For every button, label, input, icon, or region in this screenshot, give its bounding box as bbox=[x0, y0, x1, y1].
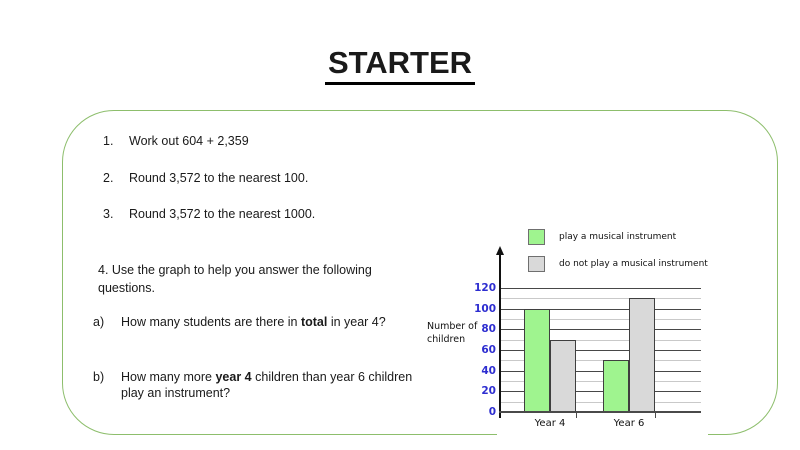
question-4b-text bbox=[121, 369, 416, 401]
question-1 bbox=[103, 134, 249, 148]
question-4b-post: children than year 6 children play an instrument? bbox=[121, 370, 413, 400]
y-tick-label-80: 80 bbox=[481, 323, 496, 336]
question-3-number: 3. bbox=[103, 207, 114, 221]
legend-label-play: play a musical instrument bbox=[559, 232, 677, 242]
question-2 bbox=[103, 171, 308, 185]
bar-year-4-play bbox=[524, 309, 550, 412]
question-4b bbox=[93, 369, 416, 401]
y-axis-arrow bbox=[496, 246, 504, 255]
question-3-text: Round 3,572 to the nearest 1000. bbox=[129, 207, 316, 221]
x-label-year-4: Year 4 bbox=[534, 418, 566, 429]
question-4b-pre: How many more bbox=[121, 370, 216, 384]
y-tick-label-40: 40 bbox=[481, 364, 496, 377]
bar-year-6-play bbox=[603, 360, 629, 412]
y-tick-label-60: 60 bbox=[481, 344, 496, 356]
question-4b-letter: b) bbox=[93, 370, 105, 384]
question-1-number: 1. bbox=[103, 134, 114, 148]
y-axis-title-line2: children bbox=[427, 334, 466, 345]
question-3 bbox=[103, 207, 315, 221]
y-axis-line bbox=[499, 254, 501, 418]
bar-year-6-not-play bbox=[629, 298, 655, 412]
question-2-text: Round 3,572 to the nearest 100. bbox=[129, 171, 309, 185]
question-4a-bold: total bbox=[300, 315, 328, 329]
question-1-text: Work out 604 + 2,359 bbox=[129, 134, 249, 148]
legend-label-not-play: do not play a musical instrument bbox=[559, 259, 708, 269]
page-title: STARTER bbox=[325, 46, 475, 85]
y-tick-label-120: 120 bbox=[474, 282, 496, 294]
bar-chart bbox=[455, 210, 708, 445]
question-4a-letter: a) bbox=[93, 315, 105, 329]
bar-year-4-not-play bbox=[550, 340, 576, 412]
gridline-120 bbox=[500, 288, 701, 289]
plot-area bbox=[455, 210, 708, 445]
question-4a-pre: How many students are there in bbox=[121, 315, 301, 329]
question-4a bbox=[93, 314, 416, 330]
title-row bbox=[0, 46, 800, 85]
question-2-number: 2. bbox=[103, 171, 114, 185]
x-label-year-6: Year 6 bbox=[613, 418, 645, 429]
question-4a-text bbox=[121, 314, 416, 330]
y-tick-label-0: 0 bbox=[488, 406, 496, 418]
gridline-110 bbox=[500, 298, 701, 299]
y-axis-title-line1: Number of bbox=[427, 321, 478, 332]
y-tick-label-100: 100 bbox=[474, 302, 496, 315]
question-4-text: 4. Use the graph to help you answer the following questions. bbox=[98, 263, 372, 295]
x-axis-line bbox=[499, 411, 701, 413]
question-4b-bold: year 4 bbox=[215, 370, 252, 384]
y-tick-label-20: 20 bbox=[481, 385, 496, 398]
question-4a-post: in year 4? bbox=[327, 315, 386, 329]
